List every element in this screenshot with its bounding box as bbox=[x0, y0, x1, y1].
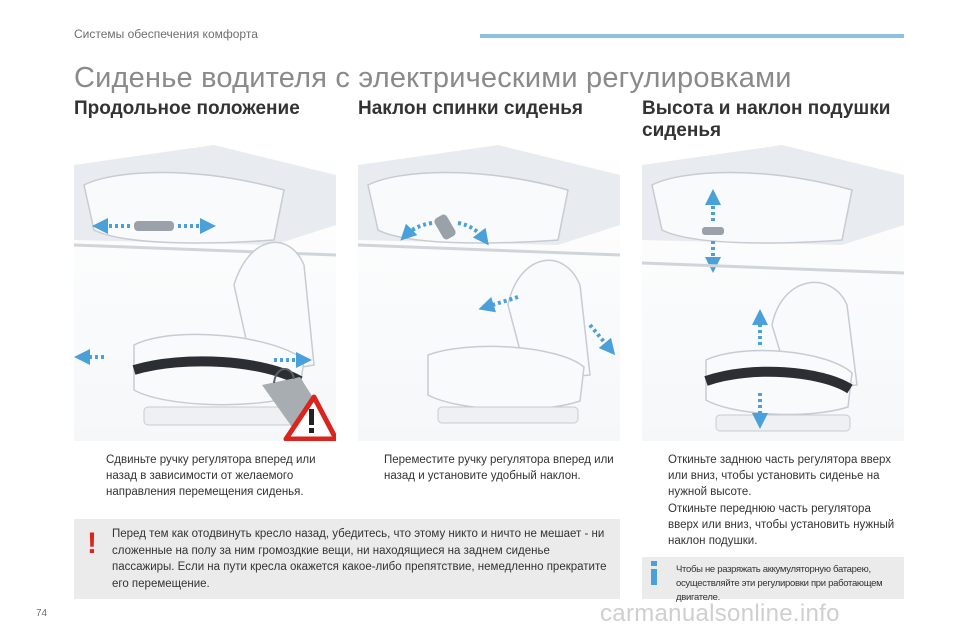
instruction-text: Откиньте переднюю часть регулятора вверх или вниз, чтобы установить нужный наклон подушки. bbox=[668, 503, 895, 547]
list-item bbox=[84, 452, 334, 500]
section-label: Системы обеспечения комфорта bbox=[74, 27, 258, 41]
list-item bbox=[362, 452, 622, 484]
list-item bbox=[646, 501, 904, 549]
bullet-list-cushion bbox=[646, 452, 904, 550]
column-heading-cushion: Высота и наклон подушки сиденья bbox=[642, 98, 891, 141]
page-number: 74 bbox=[36, 608, 48, 619]
bullet-list-fore-aft bbox=[84, 452, 334, 501]
list-item bbox=[646, 452, 904, 500]
instruction-text: Сдвиньте ручку регулятора вперед или назад в зависимости от желаемого направления перемещения сиденья. bbox=[106, 454, 316, 498]
column-heading-fore-aft: Продольное положение bbox=[74, 98, 300, 119]
exclamation-icon: ! bbox=[87, 527, 97, 560]
seat-fore-aft-icon bbox=[74, 145, 336, 441]
watermark: carmanualsonline.info bbox=[600, 600, 840, 627]
seat-backrest-recline-icon bbox=[358, 145, 620, 441]
column-heading-backrest: Наклон спинки сиденья bbox=[358, 98, 583, 119]
warning-text: Перед тем как отодвинуть кресло назад, убедитесь, что этому никто и ничто не мешает - ни сложенные на полу за ним громоздкие вещи, ни находящиеся на заднем сиденье пассажиры. Если на пути кресла окажется какое-либо препятствие, немедленно прекратите его перемещение. bbox=[112, 528, 607, 590]
info-icon bbox=[650, 561, 658, 585]
warning-note bbox=[74, 519, 620, 599]
illustration-cushion bbox=[642, 145, 904, 441]
info-note bbox=[642, 557, 904, 603]
illustration-fore-aft bbox=[74, 145, 336, 441]
illustration-backrest bbox=[358, 145, 620, 441]
header-accent-bar bbox=[480, 34, 904, 38]
seat-cushion-height-icon bbox=[642, 145, 904, 441]
info-text: Чтобы не разряжать аккумуляторную батарею, осуществляйте эти регулировки при работающем двигателе. bbox=[676, 564, 883, 603]
page-title: Сиденье водителя с электрическими регулировками bbox=[74, 62, 792, 94]
instruction-text: Переместите ручку регулятора вперед или назад и установите удобный наклон. bbox=[384, 454, 614, 482]
instruction-text: Откиньте заднюю часть регулятора вверх или вниз, чтобы установить сиденье на нужной высоте. bbox=[668, 454, 892, 498]
bullet-list-backrest bbox=[362, 452, 622, 485]
